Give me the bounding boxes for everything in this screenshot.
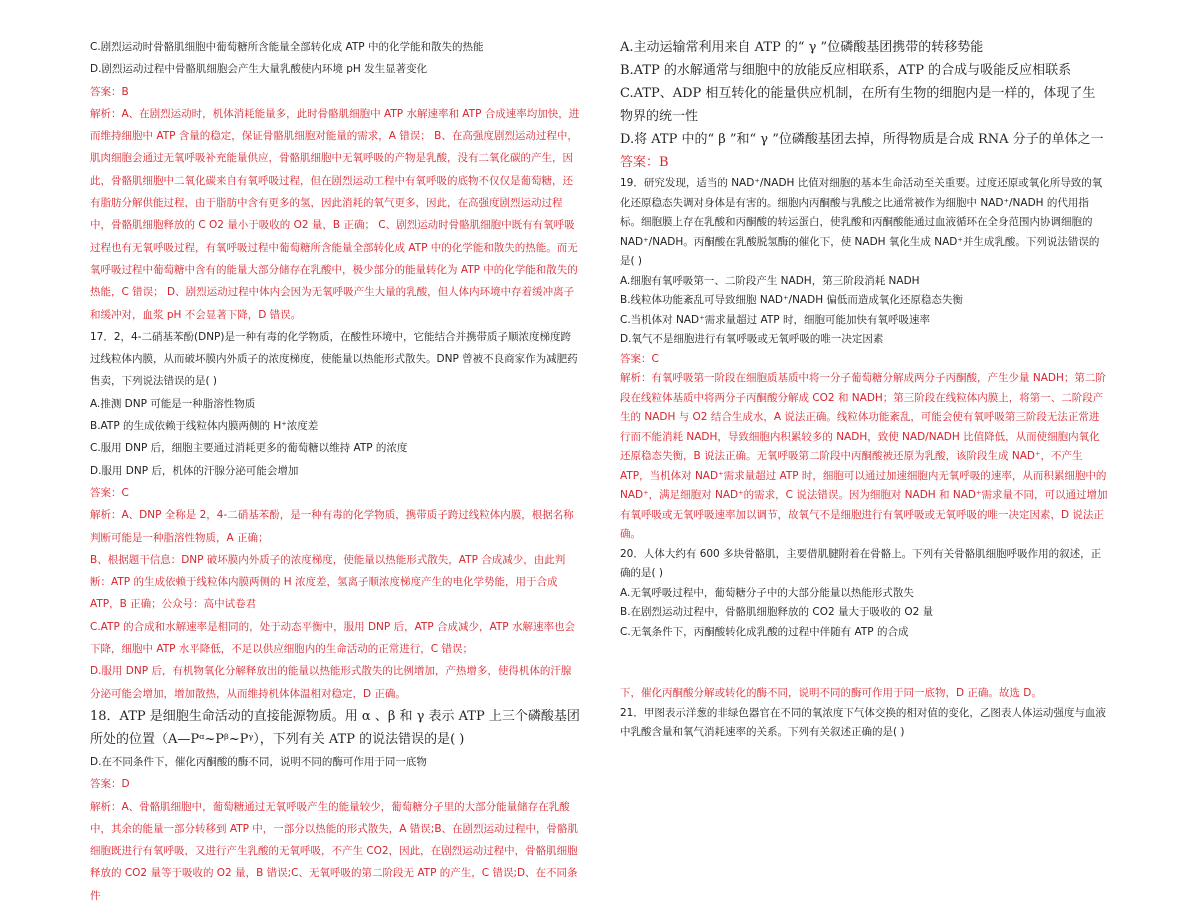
- explanation-18: 解析：A、骨骼肌细胞中，葡萄糖通过无氧呼吸产生的能量较少，葡萄糖分子里的大部分能量储存在乳酸中，其余的能量一部分转移到 ATP 中，一部分以热能的形式散失，A 错误;B、在剧烈运动过程中，骨骼肌细胞既进行有氧呼吸，又进行产生乳酸的无氧呼吸，不产生 CO2，因此，在剧烈运动过程中，骨骼肌细胞释放的 CO2 量等于吸收的 O2 量，B 错误;C、无氧呼吸的第二阶段无 ATP 的产生，C 错误;D、在不同条件: [90, 800, 579, 902]
- explanation-18-continued: 下，催化丙酮酸分解或转化的酶不同，说明不同的酶可作用于同一底物，D 正确。故选 D。: [620, 687, 1042, 699]
- explanation-16: 解析：A、在剧烈运动时，机体消耗能量多，此时骨骼肌细胞中 ATP 水解速率和 ATP 合成速率均加快，进而维持细胞中 ATP 含量的稳定，保证骨骼肌细胞对能量的需求，A 错误； B、在高强度剧烈运动过程中，肌肉细胞会通过无氧呼吸补充能量供应，骨骼肌细胞中无氧呼吸的产物是乳酸，没有二氧化碳的产生，因此，骨骼肌细胞中二氧化碳来自有氧呼吸过程，但在剧烈运动工程中有氧呼吸的底物不仅仅是葡萄糖，还有脂肪分解供能过程，由于脂肪中含有更多的氢，因此消耗的氧气更多，因此，在高强度剧烈运动过程中，骨骼肌细胞释放的 C O2 量小于吸收的 O2 量，B 正确； C、剧烈运动时骨骼肌细胞中既有有氧呼吸过程也有无氧呼吸过程，有氧呼吸过程中葡萄糖所含能量全部转化成 ATP 中的化学能和散失的热能。而无氧呼吸过程中葡萄糖中含有的能量大部分储存在乳酸中，极少部分的能量转化为 ATP 中的化学能和散失的热能，C 错误； D、剧烈运动过程中体内会因为无氧呼吸产生大量的乳酸，但人体内环境中存着缓冲离子和缓冲对，血浆 pH 不会显著下降，D 错误。: [90, 107, 580, 321]
- answer-16: 答案：B: [90, 85, 129, 98]
- option-c-18: C.ATP、ADP 相互转化的能量供应机制，在所有生物的细胞内是一样的，体现了生物界的统一性: [620, 86, 1096, 124]
- option-a-18: A.主动运输常利用来自 ATP 的“ γ ”位磷酸基团携带的转移势能: [620, 40, 984, 55]
- option-d-17: D.服用 DNP 后，机体的汗腺分泌可能会增加: [90, 464, 299, 477]
- question-20: 20．人体大约有 600 多块骨骼肌，主要借肌腱附着在骨骼上。下列有关骨骼肌细胞呼吸作用的叙述，正确的是( ): [620, 547, 1102, 579]
- explanation-17-b: B、根据题干信息：DNP 破坏膜内外质子的浓度梯度，使能量以热能形式散失，ATP 合成减少，由此判断：ATP 的生成依赖于线粒体内膜两侧的 H 浓度差，氢离子顺浓度梯度产生的电化学势能，用于合成 ATP，B 正确；公众号：高中试卷君: [90, 553, 566, 611]
- option-c-19: C.当机体对 NAD⁺需求量超过 ATP 时，细胞可能加快有氧呼吸速率: [620, 313, 930, 326]
- explanation-19: 解析：有氧呼吸第一阶段在细胞质基质中将一分子葡萄糖分解成两分子丙酮酸，产生少量 NADH；第二阶段在线粒体基质中将两分子丙酮酸分解成 CO2 和 NADH；第三阶段在线粒体内膜上，将第一、二阶段产生的 NADH 与 O2 结合生成水，A 说法正确。线粒体功能紊乱，可能会使有氧呼吸第三阶段无法正常进行而不能消耗 NADH，导致细胞内积累较多的 NADH，致使 NAD/NADH 比值降低，从而使细胞内氧化还原稳态失衡，B 说法正确。无氧呼吸第二阶段中丙酮酸被还原为乳酸，该阶段生成 NAD⁺，不产生 ATP，当机体对 NAD⁺需求量超过 ATP 时，细胞可以通过加速细胞内无氧呼吸的速率，从而积累细胞中的 NAD⁺，满足细胞对 NAD⁺的需求，C 说法错误。因为细胞对 NADH 和 NAD⁺需求量不同，可以通过增加有氧呼吸或无氧呼吸速率加以调节，故氧气不是细胞进行有氧呼吸或无氧呼吸的唯一决定因素，D 说法正确。: [620, 372, 1108, 540]
- answer-17: 答案：C: [90, 486, 129, 499]
- question-17: 17．2，4-二硝基苯酚(DNP)是一种有毒的化学物质，在酸性环境中，它能结合并携带质子顺浓度梯度跨过线粒体内膜，从而破坏膜内外质子的浓度梯度，使能量以热能形式散失。DNP 曾被不良商家作为减肥药售卖，下列说法错误的是( ): [90, 330, 578, 388]
- option-c-20: C.无氧条件下，丙酮酸转化成乳酸的过程中伴随有 ATP 的合成: [620, 625, 909, 638]
- left-column: [90, 36, 580, 907]
- explanation-17-a: 解析：A、DNP 全称是 2，4-二硝基苯酚，是一种有毒的化学物质，携带质子跨过线粒体内膜，根据名称判断可能是一种脂溶性物质，A 正确；: [90, 509, 574, 544]
- explanation-17-c: C.ATP 的合成和水解速率是相同的，处于动态平衡中，服用 DNP 后，ATP 合成减少，ATP 水解速率也会下降，细胞中 ATP 水平降低，不足以供应细胞内的生命活动的正常进行，C 错误；: [90, 620, 575, 656]
- option-d-19: D.氧气不是细胞进行有氧呼吸或无氧呼吸的唯一决定因素: [620, 333, 884, 345]
- question-18: 18．ATP 是细胞生命活动的直接能源物质。用 α 、β 和 γ 表示 ATP 上三个磷酸基团所处的位置（A—Pᵅ~Pᵝ~Pᵞ），下列有关 ATP 的说法错误的是( ): [90, 708, 580, 747]
- option-c-16: C.剧烈运动时骨骼肌细胞中葡萄糖所含能量全部转化成 ATP 中的化学能和散失的热能: [90, 41, 484, 53]
- option-b-20: B.在剧烈运动过程中，骨骼肌细胞释放的 CO2 量大于吸收的 O2 量: [620, 606, 934, 618]
- option-a-20: A.无氧呼吸过程中，葡萄糖分子中的大部分能量以热能形式散失: [620, 586, 914, 599]
- spacer: [620, 642, 1108, 684]
- option-d-16: D.剧烈运动过程中骨骼肌细胞会产生大量乳酸使内环境 pH 发生显著变化: [90, 63, 428, 76]
- option-a-19: A.细胞有氧呼吸第一、二阶段产生 NADH，第三阶段消耗 NADH: [620, 274, 920, 287]
- explanation-17-d: D.服用 DNP 后，有机物氧化分解释放出的能量以热能形式散失的比例增加，产热增多，使得机体的汗腺分泌可能会增加，增加散热，从而维持机体体温相对稳定，D 正确。: [90, 665, 572, 700]
- question-21: 21．甲图表示洋葱的非绿色器官在不同的氧浓度下气体交换的相对值的变化，乙图表人体运动强度与血液中乳酸含量和氧气消耗速率的关系。下列有关叙述正确的是( ): [620, 706, 1106, 738]
- option-b-18: B.ATP 的水解通常与细胞中的放能反应相联系，ATP 的合成与吸能反应相联系: [620, 63, 1072, 78]
- right-column: [620, 36, 1108, 743]
- option-d-18-right: D.将 ATP 中的“ β ”和“ γ ”位磷酸基团去掉，所得物质是合成 RNA 分子的单体之一: [620, 132, 1104, 147]
- answer-18-left: 答案：D: [90, 778, 130, 791]
- option-b-19: B.线粒体功能紊乱可导致细胞 NAD⁺/NADH 偏低而造成氧化还原稳态失衡: [620, 294, 963, 306]
- option-b-17: B.ATP 的生成依赖于线粒体内膜两侧的 H⁺浓度差: [90, 420, 319, 433]
- question-19: 19．研究发现，适当的 NAD⁺/NADH 比值对细胞的基本生命活动至关重要。过度还原或氧化所导致的氧化还原稳态失调对身体是有害的。细胞内丙酮酸与乳酸之比通常被作为细胞中 NAD⁺/NADH 的代用指标。细胞膜上存在乳酸和丙酮酸的转运蛋白，使乳酸和丙酮酸能通过血液循环在全身范围内协调细胞的 NAD⁺/NADH。丙酮酸在乳酸脱氢酶的催化下，使 NADH 氧化生成 NAD⁺并生成乳酸。下列说法错误的是( ): [620, 177, 1103, 267]
- option-c-17: C.服用 DNP 后，细胞主要通过消耗更多的葡萄糖以维持 ATP 的浓度: [90, 442, 408, 455]
- answer-19: 答案：C: [620, 352, 659, 365]
- option-d-18: D.在不同条件下，催化丙酮酸的酶不同，说明不同的酶可作用于同一底物: [90, 755, 427, 768]
- option-a-17: A.推测 DNP 可能是一种脂溶性物质: [90, 397, 256, 410]
- answer-18: 答案：B: [620, 155, 669, 170]
